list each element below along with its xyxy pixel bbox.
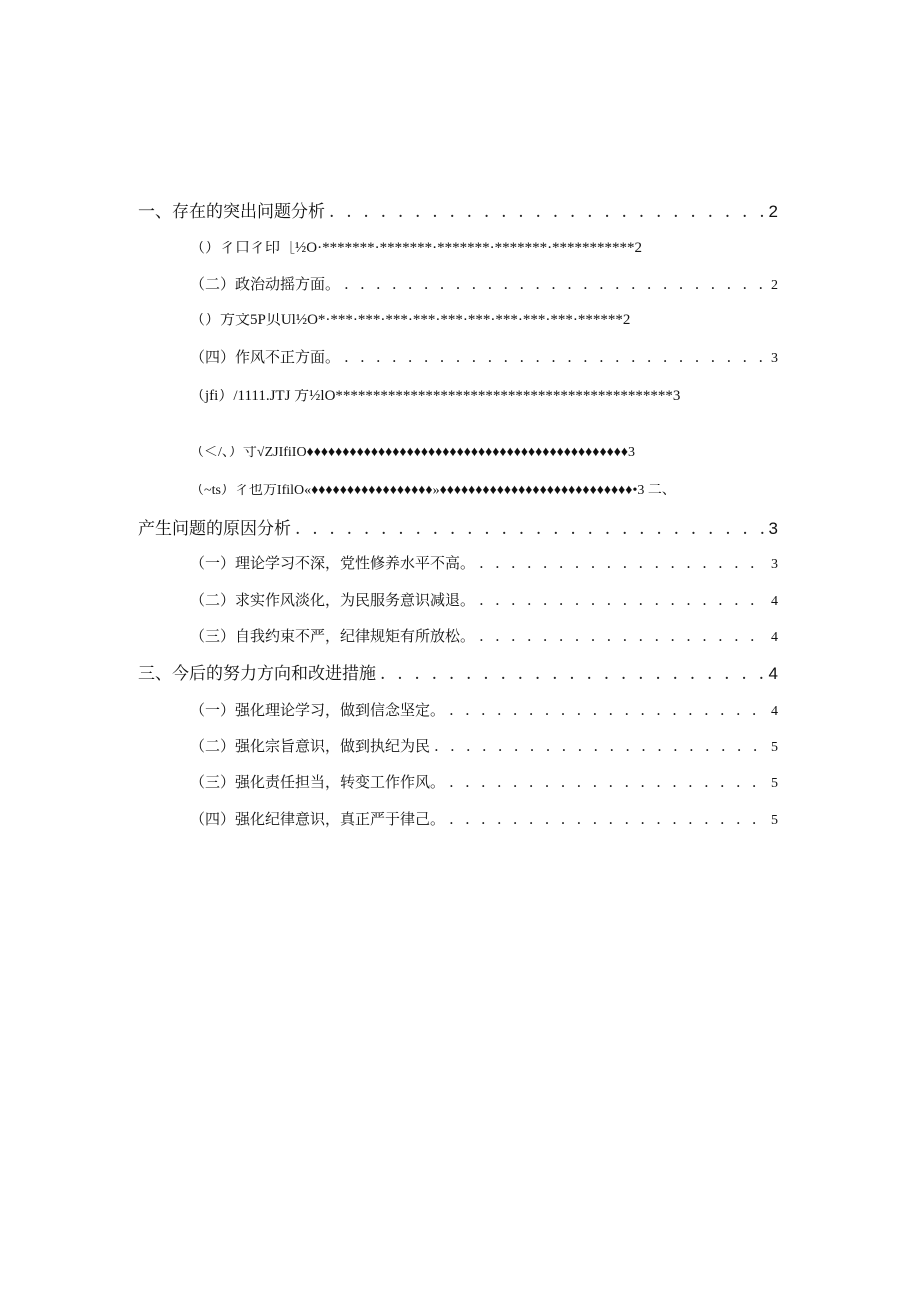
dot-leader bbox=[434, 739, 767, 754]
toc-entry-page: 4 bbox=[771, 704, 778, 719]
toc-entry-title: （三）强化责任担当，转变工作作风。 bbox=[190, 773, 446, 791]
toc-entry-page: 5 bbox=[771, 776, 778, 791]
toc-entry-2-2[interactable] bbox=[190, 593, 778, 609]
toc-entry-title: （二）政治动摇方面。 bbox=[190, 275, 341, 293]
toc-entry-page: 3 bbox=[771, 351, 778, 366]
dot-leader bbox=[449, 703, 767, 718]
toc-entry-title: （三）自我约束不严，纪律规矩有所放松。 bbox=[190, 627, 476, 645]
toc-entry-page: 4 bbox=[771, 594, 778, 609]
toc-entry-3-2[interactable] bbox=[190, 739, 778, 755]
toc-entry-1-3[interactable] bbox=[190, 313, 630, 328]
toc-entry-garbled-text: （）方文5P贝Ul½O*·***·***·***·***·***·***·***·***·***·******2 bbox=[190, 313, 631, 328]
dot-leader bbox=[479, 556, 767, 571]
toc-entry-title: （一）理论学习不深，党性修养水平不高。 bbox=[190, 554, 476, 572]
toc-entry-page: 3 bbox=[768, 519, 778, 538]
toc-entry-title: 一、存在的突出问题分析 bbox=[138, 202, 325, 222]
toc-entry-3-4[interactable] bbox=[190, 812, 778, 828]
toc-entry-3[interactable] bbox=[138, 665, 778, 683]
toc-entry-1-4[interactable] bbox=[190, 350, 778, 366]
toc-entry-title: （一）强化理论学习，做到信念坚定。 bbox=[190, 701, 446, 719]
toc-entry-1-1[interactable] bbox=[190, 241, 642, 256]
toc-entry-1-7[interactable] bbox=[190, 484, 676, 498]
toc-entry-2[interactable] bbox=[138, 520, 778, 538]
toc-entry-page: 2 bbox=[771, 278, 778, 293]
dot-leader bbox=[295, 521, 765, 538]
toc-entry-garbled-text: （~ts）彳也方IfilO«♦♦♦♦♦♦♦♦♦♦♦♦♦♦♦♦♦»♦♦♦♦♦♦♦♦♦♦♦♦♦♦♦♦♦♦♦♦♦♦♦♦♦♦♦•3 二、 bbox=[190, 484, 676, 498]
toc-entry-page: 2 bbox=[768, 202, 778, 221]
toc-entry-page: 5 bbox=[771, 813, 778, 828]
toc-entry-garbled-text: （＜/、）寸√ZJIfiIO♦♦♦♦♦♦♦♦♦♦♦♦♦♦♦♦♦♦♦♦♦♦♦♦♦♦♦♦♦♦♦♦♦♦♦♦♦♦♦♦♦♦♦♦♦3 bbox=[190, 446, 636, 460]
toc-entry-3-3[interactable] bbox=[190, 775, 778, 791]
toc-entry-2-3[interactable] bbox=[190, 629, 778, 645]
toc-entry-3-1[interactable] bbox=[190, 703, 778, 719]
dot-leader bbox=[380, 666, 765, 683]
toc-entry-1-2[interactable] bbox=[190, 277, 778, 293]
toc-entry-title: （二）强化宗旨意识，做到执纪为民 bbox=[190, 737, 431, 755]
toc-entry-title: （二）求实作风淡化，为民服务意识减退。 bbox=[190, 591, 476, 609]
toc-entry-1[interactable] bbox=[138, 203, 778, 221]
toc-entry-title: （四）作风不正方面。 bbox=[190, 348, 341, 366]
dot-leader bbox=[479, 629, 767, 644]
toc-entry-title: （四）强化纪律意识，真正严于律己。 bbox=[190, 810, 446, 828]
toc-entry-page: 3 bbox=[771, 557, 778, 572]
toc-entry-garbled-text: （jfi）/1111.JTJ 方½lO*********************************************3 bbox=[190, 389, 681, 404]
toc-entry-1-5[interactable] bbox=[190, 389, 680, 404]
toc-entry-title: 三、今后的努力方向和改进措施 bbox=[138, 664, 376, 684]
toc-entry-page: 4 bbox=[771, 630, 778, 645]
dot-leader bbox=[449, 812, 767, 827]
dot-leader bbox=[344, 350, 767, 365]
toc-entry-page: 5 bbox=[771, 740, 778, 755]
toc-entry-2-1[interactable] bbox=[190, 556, 778, 572]
dot-leader bbox=[329, 204, 765, 221]
toc-entry-1-6[interactable] bbox=[190, 446, 635, 460]
dot-leader bbox=[449, 775, 767, 790]
toc-entry-garbled-text: （）彳口彳印［½O·*******·*******·*******·*******·***********2 bbox=[190, 241, 643, 256]
dot-leader bbox=[344, 277, 767, 292]
toc-entry-page: 4 bbox=[768, 664, 778, 683]
toc-entry-title: 产生问题的原因分析 bbox=[138, 519, 291, 539]
dot-leader bbox=[479, 593, 767, 608]
